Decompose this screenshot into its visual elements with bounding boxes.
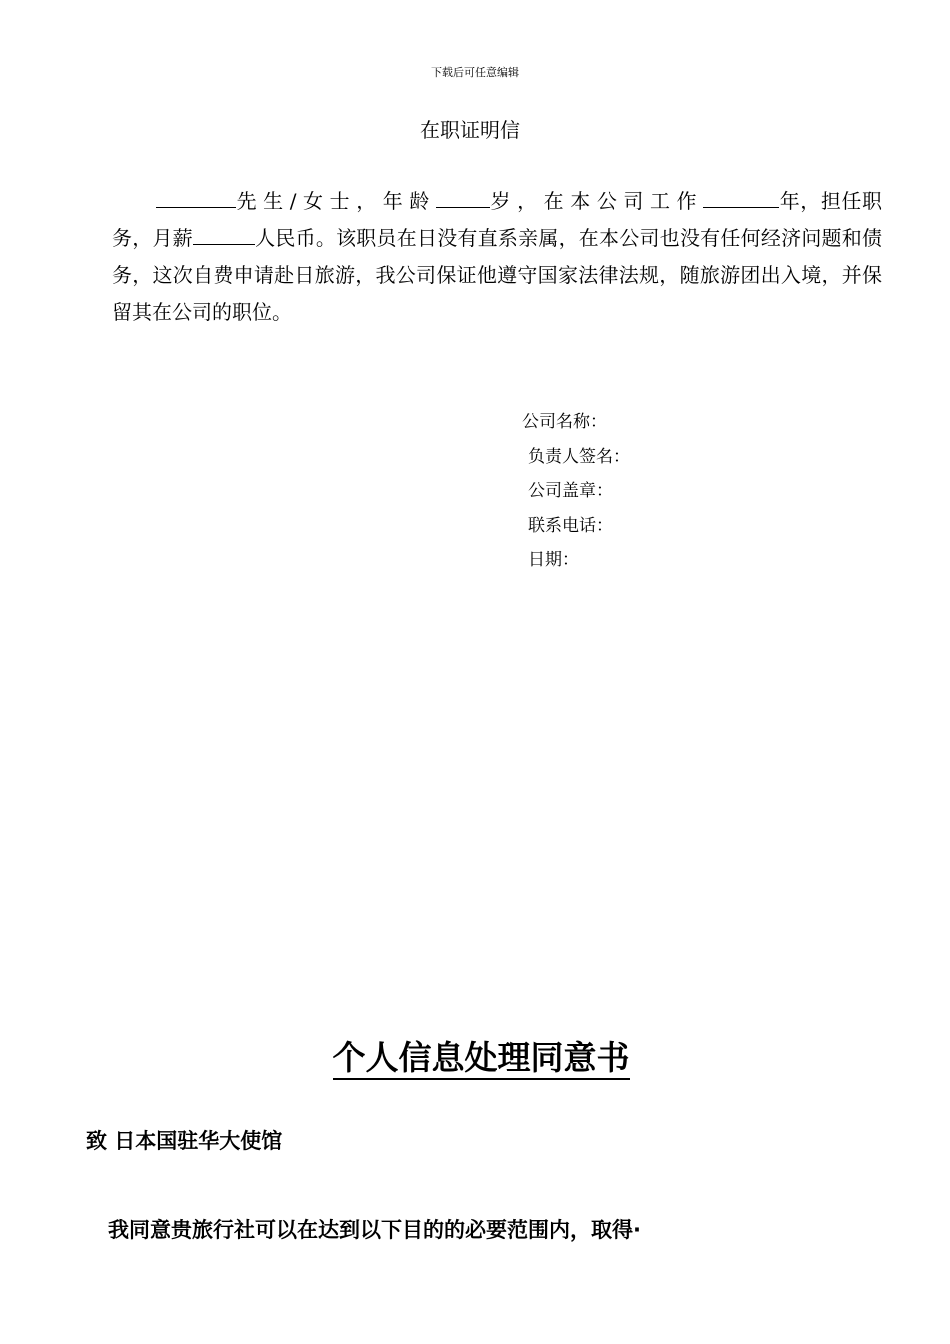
- name-blank: [156, 185, 236, 208]
- certificate-segment-3: 年，担任职务，月薪: [112, 189, 883, 250]
- header-note: 下载后可任意编辑: [431, 66, 519, 79]
- consent-text: 我同意贵旅行社可以在达到以下目的的必要范围内，取得·: [108, 1218, 641, 1242]
- date-label: 日期：: [528, 550, 579, 570]
- certificate-segment-4: 人民币。该职员在日没有直系亲属，在本公司也没有任何经济问题和债务，这次自费申请赴日旅游，我公司保证他遵守国家法律法规，随旅游团出入境，并保留其在公司的职位。: [112, 226, 883, 324]
- company-seal-label: 公司盖章：: [528, 481, 613, 501]
- phone-label: 联系电话：: [528, 515, 613, 536]
- certificate-segment-2: 岁，在本公司工作: [489, 189, 704, 213]
- consent-recipient: 致 日本国驻华大使馆: [86, 1129, 283, 1153]
- salary-blank: [193, 222, 255, 245]
- certificate-body: [112, 183, 882, 331]
- consent-title: [0, 1032, 950, 1079]
- years-blank: [703, 185, 779, 208]
- consent-title-text: 个人信息处理同意书: [333, 1038, 630, 1080]
- certificate-title: 在职证明信: [420, 118, 520, 142]
- certificate-segment-1: 先生/女士，年龄: [236, 189, 436, 213]
- company-name-label: 公司名称：: [522, 412, 607, 432]
- responsible-signature-label: 负责人签名：: [528, 446, 630, 467]
- age-blank: [436, 185, 490, 208]
- signature-block: [522, 405, 630, 578]
